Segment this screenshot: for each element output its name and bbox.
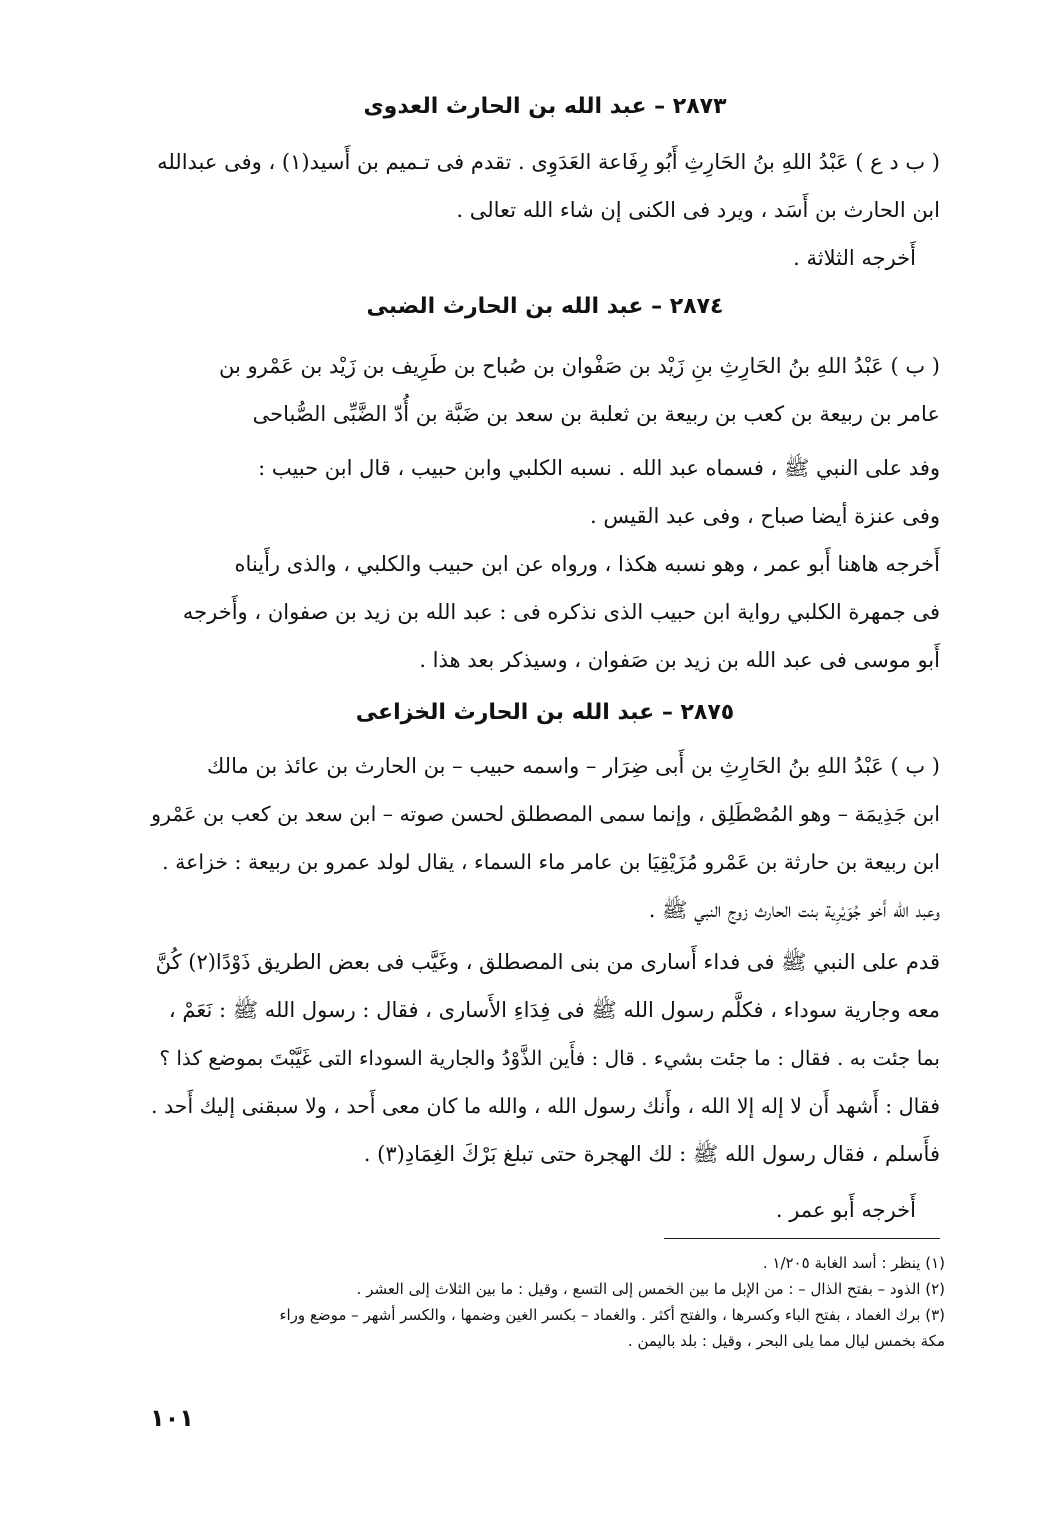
entry-paragraph <box>150 234 940 282</box>
entry-paragraph <box>150 138 940 234</box>
entry-title: ٢٨٧٣ – عبد الله بن الحارث العدوى <box>363 94 727 119</box>
text-line: أَبو موسى فى عبد الله بن زيد بن صَفوان ، وسيذكر بعد هذا . <box>419 648 940 672</box>
text-line: قدم على النبي ﷺ فى فداء أَسارى من بنى المصطلق ، وغَيَّب فى بعض الطريق ذَوْدًا(٢) كُنَّ <box>155 950 940 974</box>
text-line: أَخرجه أَبو عمر . <box>775 1198 916 1222</box>
text-line: أَخرجه هاهنا أَبو عمر ، وهو نسبه هكذا ، ورواه عن ابن حبيب والكلبي ، والذى رأَيناه <box>234 552 940 576</box>
text-line: وفى عنزة أيضا صباح ، وفى عبد القيس . <box>590 504 940 528</box>
text-line: ( ب د ع ) عَبْدُ اللهِ بنُ الحَارِثِ أَبُو رِفَاعة العَدَوِى . تقدم فى تـميم بن أَسيد(١) ، وفى عبدالله <box>157 150 940 174</box>
text-line: عامر بن ربيعة بن كعب بن ربيعة بن ثعلبة بن سعد بن ضَبَّة بن أُدّ الضَّبِّى الصُّباحى <box>252 402 940 426</box>
entry-title: ٢٨٧٥ – عبد الله بن الحارث الخزاعى <box>355 700 735 725</box>
entry-paragraph <box>150 342 940 438</box>
footnote: (١) ينظر : أسد الغابة ١/٢٠٥ . <box>762 1254 945 1272</box>
footnote: (٣) برك الغماد ، بفتح الباء وكسرها ، والفتح أكثر . والغماد – بكسر الغين وضمها ، والكسر أشهر – موضع وراء <box>279 1306 945 1324</box>
text-line: ( ب ) عَبْدُ اللهِ بنُ الحَارِثِ بن أَبى ضِرَار – واسمه حبيب – بن الحارث بن عائذ بن مالك <box>206 754 940 778</box>
text-line: بما جئت به . فقال : ما جئت بشيء . قال : فأَين الذَّوْدُ والجارية السوداء التى غَيَّبْتَ بموضع كذا ؟ <box>159 1046 940 1070</box>
text-line: وعبد الله أَخو جُوَيْرِية بنت الحارث زوج النبي ﷺ . <box>648 898 940 922</box>
footnote: مكة بخمس ليال مما يلى البحر ، وقيل : بلد باليمن . <box>627 1332 945 1350</box>
text-line: معه وجارية سوداء ، فكلَّم رسول الله ﷺ فى فِدَاءِ الأَسارى ، فقال : رسول الله ﷺ : نَعَمْ ، <box>168 998 940 1022</box>
text-line: أَخرجه الثلاثة . <box>793 246 916 270</box>
text-line: فأَسلم ، فقال رسول الله ﷺ : لك الهجرة حتى تبلغ بَرْكَ الغِمَادِ(٣) . <box>363 1142 940 1166</box>
entry-paragraph <box>150 540 940 684</box>
text-line: ابن جَذِيمَة – وهو المُصْطَلِق ، وإنما سمى المصطلق لحسن صوته – ابن سعد بن كعب بن عَمْرو <box>151 802 940 826</box>
entry-paragraph <box>150 742 940 934</box>
entry-paragraph <box>150 1186 940 1234</box>
page-number: ١٠١ <box>150 1404 194 1432</box>
text-line: وفد على النبي ﷺ ، فسماه عبد الله . نسبه الكلبي وابن حبيب ، قال ابن حبيب : <box>258 456 940 480</box>
entry-title: ٢٨٧٤ – عبد الله بن الحارث الضبى <box>366 294 724 319</box>
footnotes <box>145 1250 945 1354</box>
text-line: فقال : أَشهد أَن لا إله إلا الله ، وأَنك رسول الله ، والله ما كان معى أَحد ، ولا سبقنى إليك أَحد . <box>151 1094 940 1118</box>
text-line: فى جمهرة الكلبي رواية ابن حبيب الذى نذكره فى : عبد الله بن زيد بن صفوان ، وأَخرجه <box>182 600 940 624</box>
footnote-divider <box>664 1238 940 1239</box>
text-line: ابن ربيعة بن حارثة بن عَمْرو مُزَيْقِيَا بن عامر ماء السماء ، يقال لولد عمرو بن ربيعة : خزاعة . <box>162 850 940 874</box>
text-line: ابن الحارث بن أَسَد ، ويرد فى الكنى إن شاء الله تعالى . <box>456 198 940 222</box>
entry-paragraph <box>150 444 940 540</box>
footnote: (٢) الذود – بفتح الذال – : من الإبل ما بين الخمس إلى التسع ، وقيل : ما بين الثلاث إلى العشر . <box>356 1280 945 1298</box>
text-line: ( ب ) عَبْدُ اللهِ بنُ الحَارِثِ بنِ زَيْد بن صَفْوان بن صُباح بن طَرِيف بن زَيْد بن عَمْرو بن <box>218 354 940 378</box>
entry-paragraph <box>150 938 940 1178</box>
